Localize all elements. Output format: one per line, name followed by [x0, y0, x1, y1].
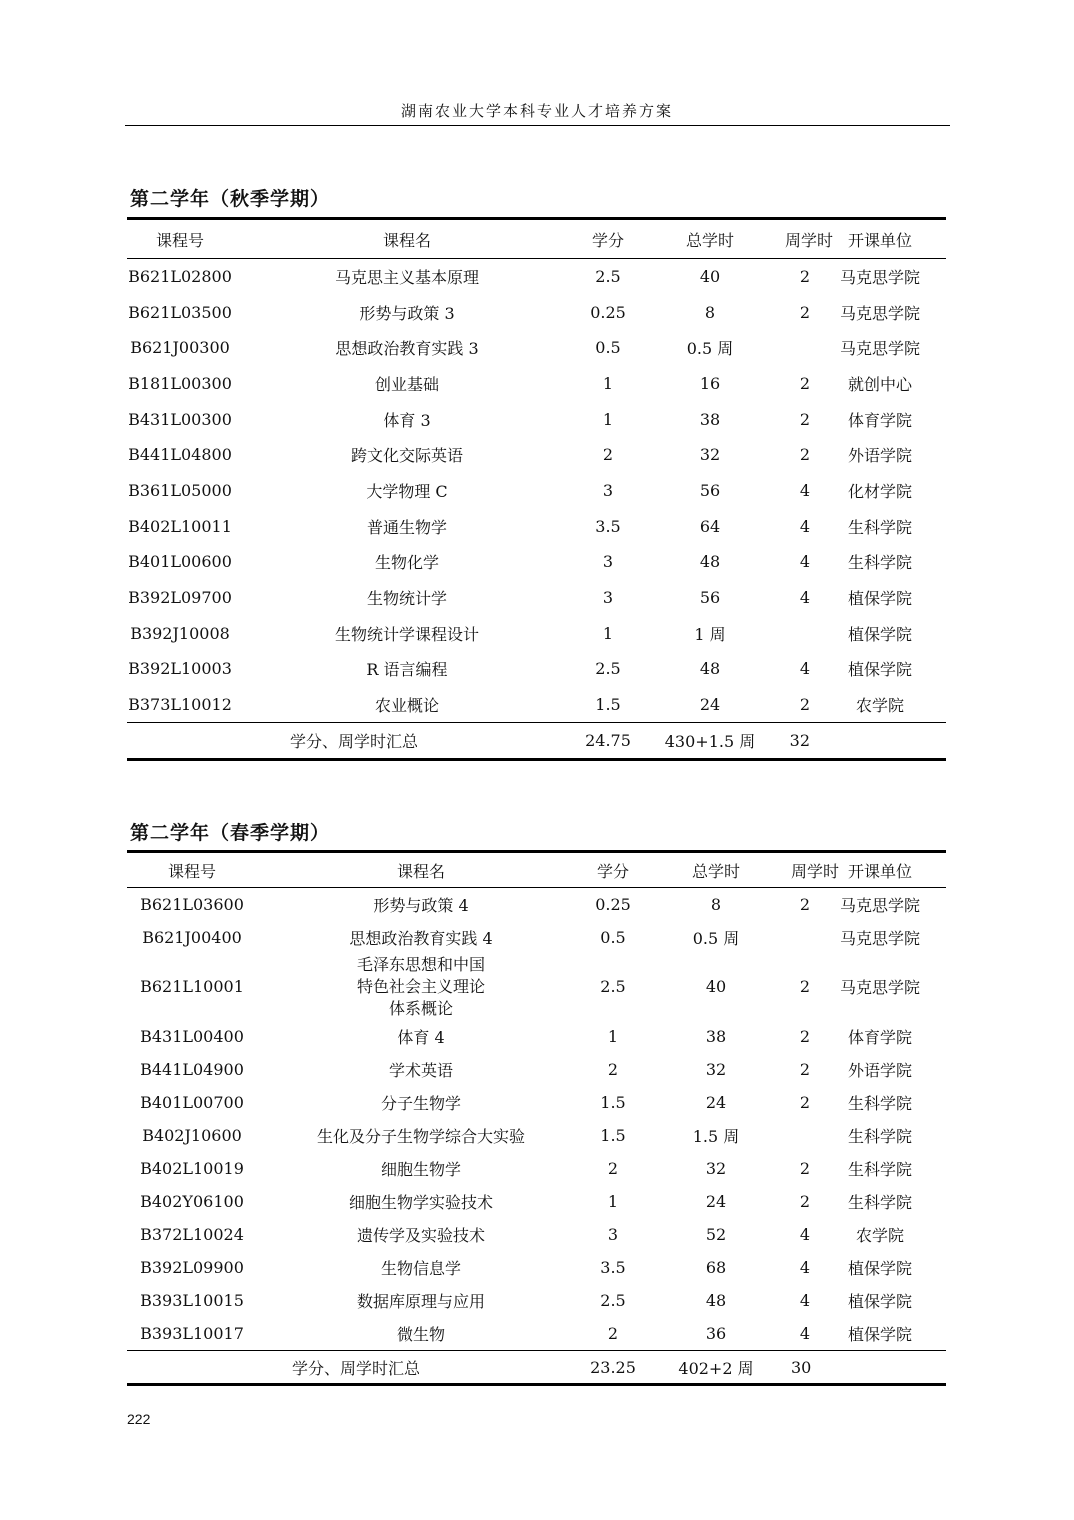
credits: 1.5	[600, 1092, 626, 1112]
weekly-hours: 4	[799, 1258, 810, 1278]
course-code: B372L10024	[140, 1225, 244, 1245]
course-name: 分子生物学	[380, 1093, 461, 1113]
weekly-hours: 4	[799, 516, 810, 536]
total-hours: 0.5 周	[692, 928, 740, 948]
total-hours: 52	[705, 1225, 727, 1245]
course-name: 遗传学及实验技术	[356, 1226, 485, 1246]
credits: 3	[607, 1225, 619, 1245]
course-code: B621L03500	[128, 302, 232, 322]
credits: 1	[602, 373, 614, 393]
total-hours: 24	[699, 694, 721, 714]
weekly-hours: 4	[799, 1324, 810, 1344]
department: 生科学院	[847, 1193, 912, 1213]
credits: 0.5	[595, 338, 621, 358]
department: 马克思学院	[839, 928, 920, 948]
table-row	[127, 687, 946, 723]
department: 生科学院	[847, 1093, 912, 1113]
total-hours: 1 周	[694, 624, 726, 644]
total-hours: 40	[705, 977, 727, 997]
department: 植保学院	[847, 1259, 912, 1279]
weekly-hours: 2	[799, 894, 810, 914]
table-row	[127, 651, 946, 687]
weekly-hours	[785, 330, 810, 366]
total-hours: 24	[705, 1092, 727, 1112]
table-row	[127, 544, 946, 580]
department: 马克思学院	[839, 268, 920, 288]
department: 就创中心	[847, 374, 912, 394]
total-row	[127, 722, 946, 759]
weekly-hours: 4	[799, 1225, 810, 1245]
table-row	[127, 330, 946, 366]
header-total-hours: 总学时	[691, 861, 740, 881]
course-name: 思想政治教育实践 3	[335, 339, 479, 359]
weekly-hours: 2	[799, 1059, 810, 1079]
weekly-hours: 2	[799, 445, 810, 465]
table-row	[127, 615, 946, 651]
department: 马克思学院	[839, 339, 920, 359]
course-name: 生物统计学课程设计	[334, 624, 479, 644]
course-code: B373L10012	[128, 694, 232, 714]
credits: 3	[602, 552, 614, 572]
total-hours: 8	[704, 302, 716, 322]
course-name: 体育 4	[397, 1027, 445, 1047]
course-name: 生物化学	[374, 553, 439, 573]
total-hours: 16	[699, 373, 721, 393]
course-code: B441L04800	[128, 445, 232, 465]
course-code: B621L10001	[140, 977, 244, 997]
course-code: B401L00600	[128, 552, 232, 572]
total-empty-cell	[810, 1351, 946, 1385]
credits: 1.5	[595, 694, 621, 714]
weekly-hours: 2	[799, 1159, 810, 1179]
course-code: B621L02800	[128, 267, 232, 287]
course-name: 体育 3	[383, 410, 431, 430]
course-name: 微生物	[396, 1325, 445, 1345]
total-hours: 402+2 周	[678, 1358, 754, 1378]
weekly-hours: 4	[799, 1291, 810, 1311]
department: 植保学院	[847, 660, 912, 680]
weekly-hours: 2	[799, 409, 810, 429]
course-code: B393L10017	[140, 1324, 244, 1344]
header-department: 开课单位	[847, 861, 912, 881]
total-weekly-hours: 32	[789, 730, 810, 750]
total-hours: 8	[710, 894, 722, 914]
course-name: 跨文化交际英语	[350, 446, 463, 466]
department: 生科学院	[847, 1160, 912, 1180]
weekly-hours: 2	[799, 977, 810, 997]
table-row	[127, 580, 946, 616]
weekly-hours: 4	[799, 588, 810, 608]
header-credits: 学分	[591, 230, 624, 250]
table-row	[127, 1251, 946, 1284]
credits: 2.5	[600, 977, 626, 997]
course-code: B392L09900	[140, 1258, 244, 1278]
credits: 2	[607, 1159, 619, 1179]
table-row	[127, 1020, 946, 1053]
table-row	[127, 1152, 946, 1185]
table-row	[127, 294, 946, 330]
total-hours: 32	[705, 1159, 727, 1179]
credits: 3.5	[600, 1258, 626, 1278]
table-row	[127, 508, 946, 544]
department: 外语学院	[847, 446, 912, 466]
table-row	[127, 473, 946, 509]
credits: 3	[602, 480, 614, 500]
table-row	[127, 1218, 946, 1251]
total-hours: 38	[705, 1026, 727, 1046]
table-row	[127, 1119, 946, 1152]
credits: 2.5	[595, 267, 621, 287]
course-name: 形势与政策 4	[373, 895, 469, 915]
credits: 1.5	[600, 1126, 626, 1146]
spring-course-table	[127, 850, 946, 1386]
department: 植保学院	[847, 1292, 912, 1312]
table-row	[127, 954, 946, 1020]
weekly-hours: 2	[799, 694, 810, 714]
credits: 2	[607, 1324, 619, 1344]
course-name: 马克思主义基本原理	[334, 268, 479, 288]
department: 农学院	[855, 1226, 904, 1246]
department: 马克思学院	[839, 978, 920, 998]
course-code: B402Y06100	[140, 1192, 244, 1212]
total-hours: 48	[705, 1291, 727, 1311]
department: 农学院	[855, 695, 904, 715]
department: 植保学院	[847, 1325, 912, 1345]
course-code: B402L10019	[140, 1159, 244, 1179]
course-name: 大学物理 C	[366, 481, 448, 501]
credits: 3	[602, 588, 614, 608]
header-course-code: 课程号	[155, 230, 204, 250]
total-hours: 32	[705, 1059, 727, 1079]
header-credits: 学分	[596, 861, 629, 881]
total-row	[127, 1351, 946, 1385]
course-name: 毛泽东思想和中国特色社会主义理论体系概论	[356, 954, 485, 1018]
credits: 0.25	[590, 302, 626, 322]
course-code: B621J00300	[130, 338, 230, 358]
table-row	[127, 401, 946, 437]
course-name: 思想政治教育实践 4	[349, 928, 493, 948]
total-hours: 64	[699, 516, 721, 536]
course-code: B181L00300	[128, 373, 232, 393]
course-code: B621L03600	[140, 894, 244, 914]
total-label: 学分、周学时汇总	[291, 1358, 420, 1378]
total-hours: 48	[699, 659, 721, 679]
table-row	[127, 1318, 946, 1351]
course-name: 普通生物学	[366, 517, 447, 537]
total-hours: 36	[705, 1324, 727, 1344]
department: 植保学院	[847, 589, 912, 609]
weekly-hours: 2	[799, 302, 810, 322]
total-hours: 430+1.5 周	[664, 731, 756, 751]
department: 生科学院	[847, 1127, 912, 1147]
header-department: 开课单位	[847, 230, 912, 250]
total-hours: 32	[699, 445, 721, 465]
department: 体育学院	[847, 1027, 912, 1047]
credits: 3.5	[595, 516, 621, 536]
department: 马克思学院	[839, 895, 920, 915]
department: 马克思学院	[839, 303, 920, 323]
table-row	[127, 1086, 946, 1119]
header-weekly-hours: 周学时	[785, 230, 834, 250]
credits: 1	[602, 623, 614, 643]
total-hours: 56	[699, 588, 721, 608]
department: 生科学院	[847, 517, 912, 537]
table-header-row	[127, 219, 946, 259]
page-header-title: 湖南农业大学本科专业人才培养方案	[400, 102, 673, 120]
total-weekly-hours: 30	[791, 1357, 812, 1377]
department: 生科学院	[847, 553, 912, 573]
weekly-hours	[791, 1119, 810, 1152]
credits: 2.5	[600, 1291, 626, 1311]
total-credits: 23.25	[590, 1357, 636, 1377]
credits: 0.25	[595, 894, 631, 914]
course-code: B361L05000	[128, 480, 232, 500]
course-name: 形势与政策 3	[359, 303, 455, 323]
department: 体育学院	[847, 410, 912, 430]
total-hours: 40	[699, 267, 721, 287]
credits: 2.5	[595, 659, 621, 679]
course-code: B392L10003	[128, 659, 232, 679]
weekly-hours: 2	[799, 1026, 810, 1046]
weekly-hours: 2	[799, 1192, 810, 1212]
weekly-hours: 2	[799, 373, 810, 393]
table-row	[127, 921, 946, 954]
total-credits: 24.75	[585, 730, 631, 750]
credits: 2	[602, 445, 614, 465]
weekly-hours: 4	[799, 552, 810, 572]
autumn-section-title: 第二学年（秋季学期）	[130, 188, 331, 210]
table-row	[127, 259, 946, 295]
course-name: 生物统计学	[366, 589, 447, 609]
total-hours: 38	[699, 409, 721, 429]
total-hours: 48	[699, 552, 721, 572]
course-code: B621J00400	[142, 927, 242, 947]
total-hours: 0.5 周	[686, 339, 734, 359]
department: 化材学院	[847, 481, 912, 501]
table-row	[127, 366, 946, 402]
course-code: B441L04900	[140, 1059, 244, 1079]
weekly-hours: 4	[799, 480, 810, 500]
course-code: B402L10011	[128, 516, 232, 536]
course-code: B392L09700	[128, 588, 232, 608]
course-name: 数据库原理与应用	[356, 1292, 485, 1312]
course-name: R 语言编程	[366, 660, 448, 680]
table-row	[127, 1053, 946, 1086]
course-name: 生物信息学	[380, 1259, 461, 1279]
header-weekly-hours: 周学时	[791, 861, 840, 881]
header-divider	[125, 125, 950, 126]
header-course-code: 课程号	[167, 861, 216, 881]
autumn-course-table	[127, 217, 946, 761]
header-course-name: 课程名	[396, 861, 445, 881]
credits: 2	[607, 1059, 619, 1079]
credits: 1	[607, 1192, 619, 1212]
weekly-hours: 2	[799, 1092, 810, 1112]
credits: 1	[607, 1026, 619, 1046]
page-number: 222	[127, 1411, 151, 1427]
total-label: 学分、周学时汇总	[289, 731, 418, 751]
course-code: B393L10015	[140, 1291, 244, 1311]
total-empty-cell	[810, 722, 946, 759]
header-total-hours: 总学时	[685, 230, 734, 250]
credits: 1	[602, 409, 614, 429]
total-hours: 1.5 周	[692, 1127, 740, 1147]
course-name: 细胞生物学	[380, 1160, 461, 1180]
department: 植保学院	[847, 624, 912, 644]
course-code: B402J10600	[142, 1126, 242, 1146]
weekly-hours	[791, 921, 810, 954]
spring-section-title: 第二学年（春季学期）	[130, 822, 331, 844]
course-code: B401L00700	[140, 1092, 244, 1112]
course-code: B392J10008	[130, 623, 230, 643]
total-hours: 56	[699, 480, 721, 500]
course-name: 农业概论	[374, 695, 439, 715]
header-course-name: 课程名	[382, 230, 431, 250]
course-name: 学术英语	[388, 1060, 453, 1080]
course-code: B431L00400	[140, 1026, 244, 1046]
table-row	[127, 1185, 946, 1218]
course-name: 细胞生物学实验技术	[348, 1193, 493, 1213]
table-row	[127, 437, 946, 473]
credits: 0.5	[600, 927, 626, 947]
weekly-hours	[785, 615, 810, 651]
weekly-hours: 2	[799, 267, 810, 287]
table-header-row	[127, 852, 946, 888]
table-row	[127, 1284, 946, 1317]
total-hours: 68	[705, 1258, 727, 1278]
total-hours: 24	[705, 1192, 727, 1212]
department: 外语学院	[847, 1060, 912, 1080]
weekly-hours: 4	[799, 659, 810, 679]
table-row	[127, 888, 946, 921]
course-code: B431L00300	[128, 409, 232, 429]
course-name: 生化及分子生物学综合大实验	[316, 1127, 525, 1147]
course-name: 创业基础	[374, 374, 439, 394]
